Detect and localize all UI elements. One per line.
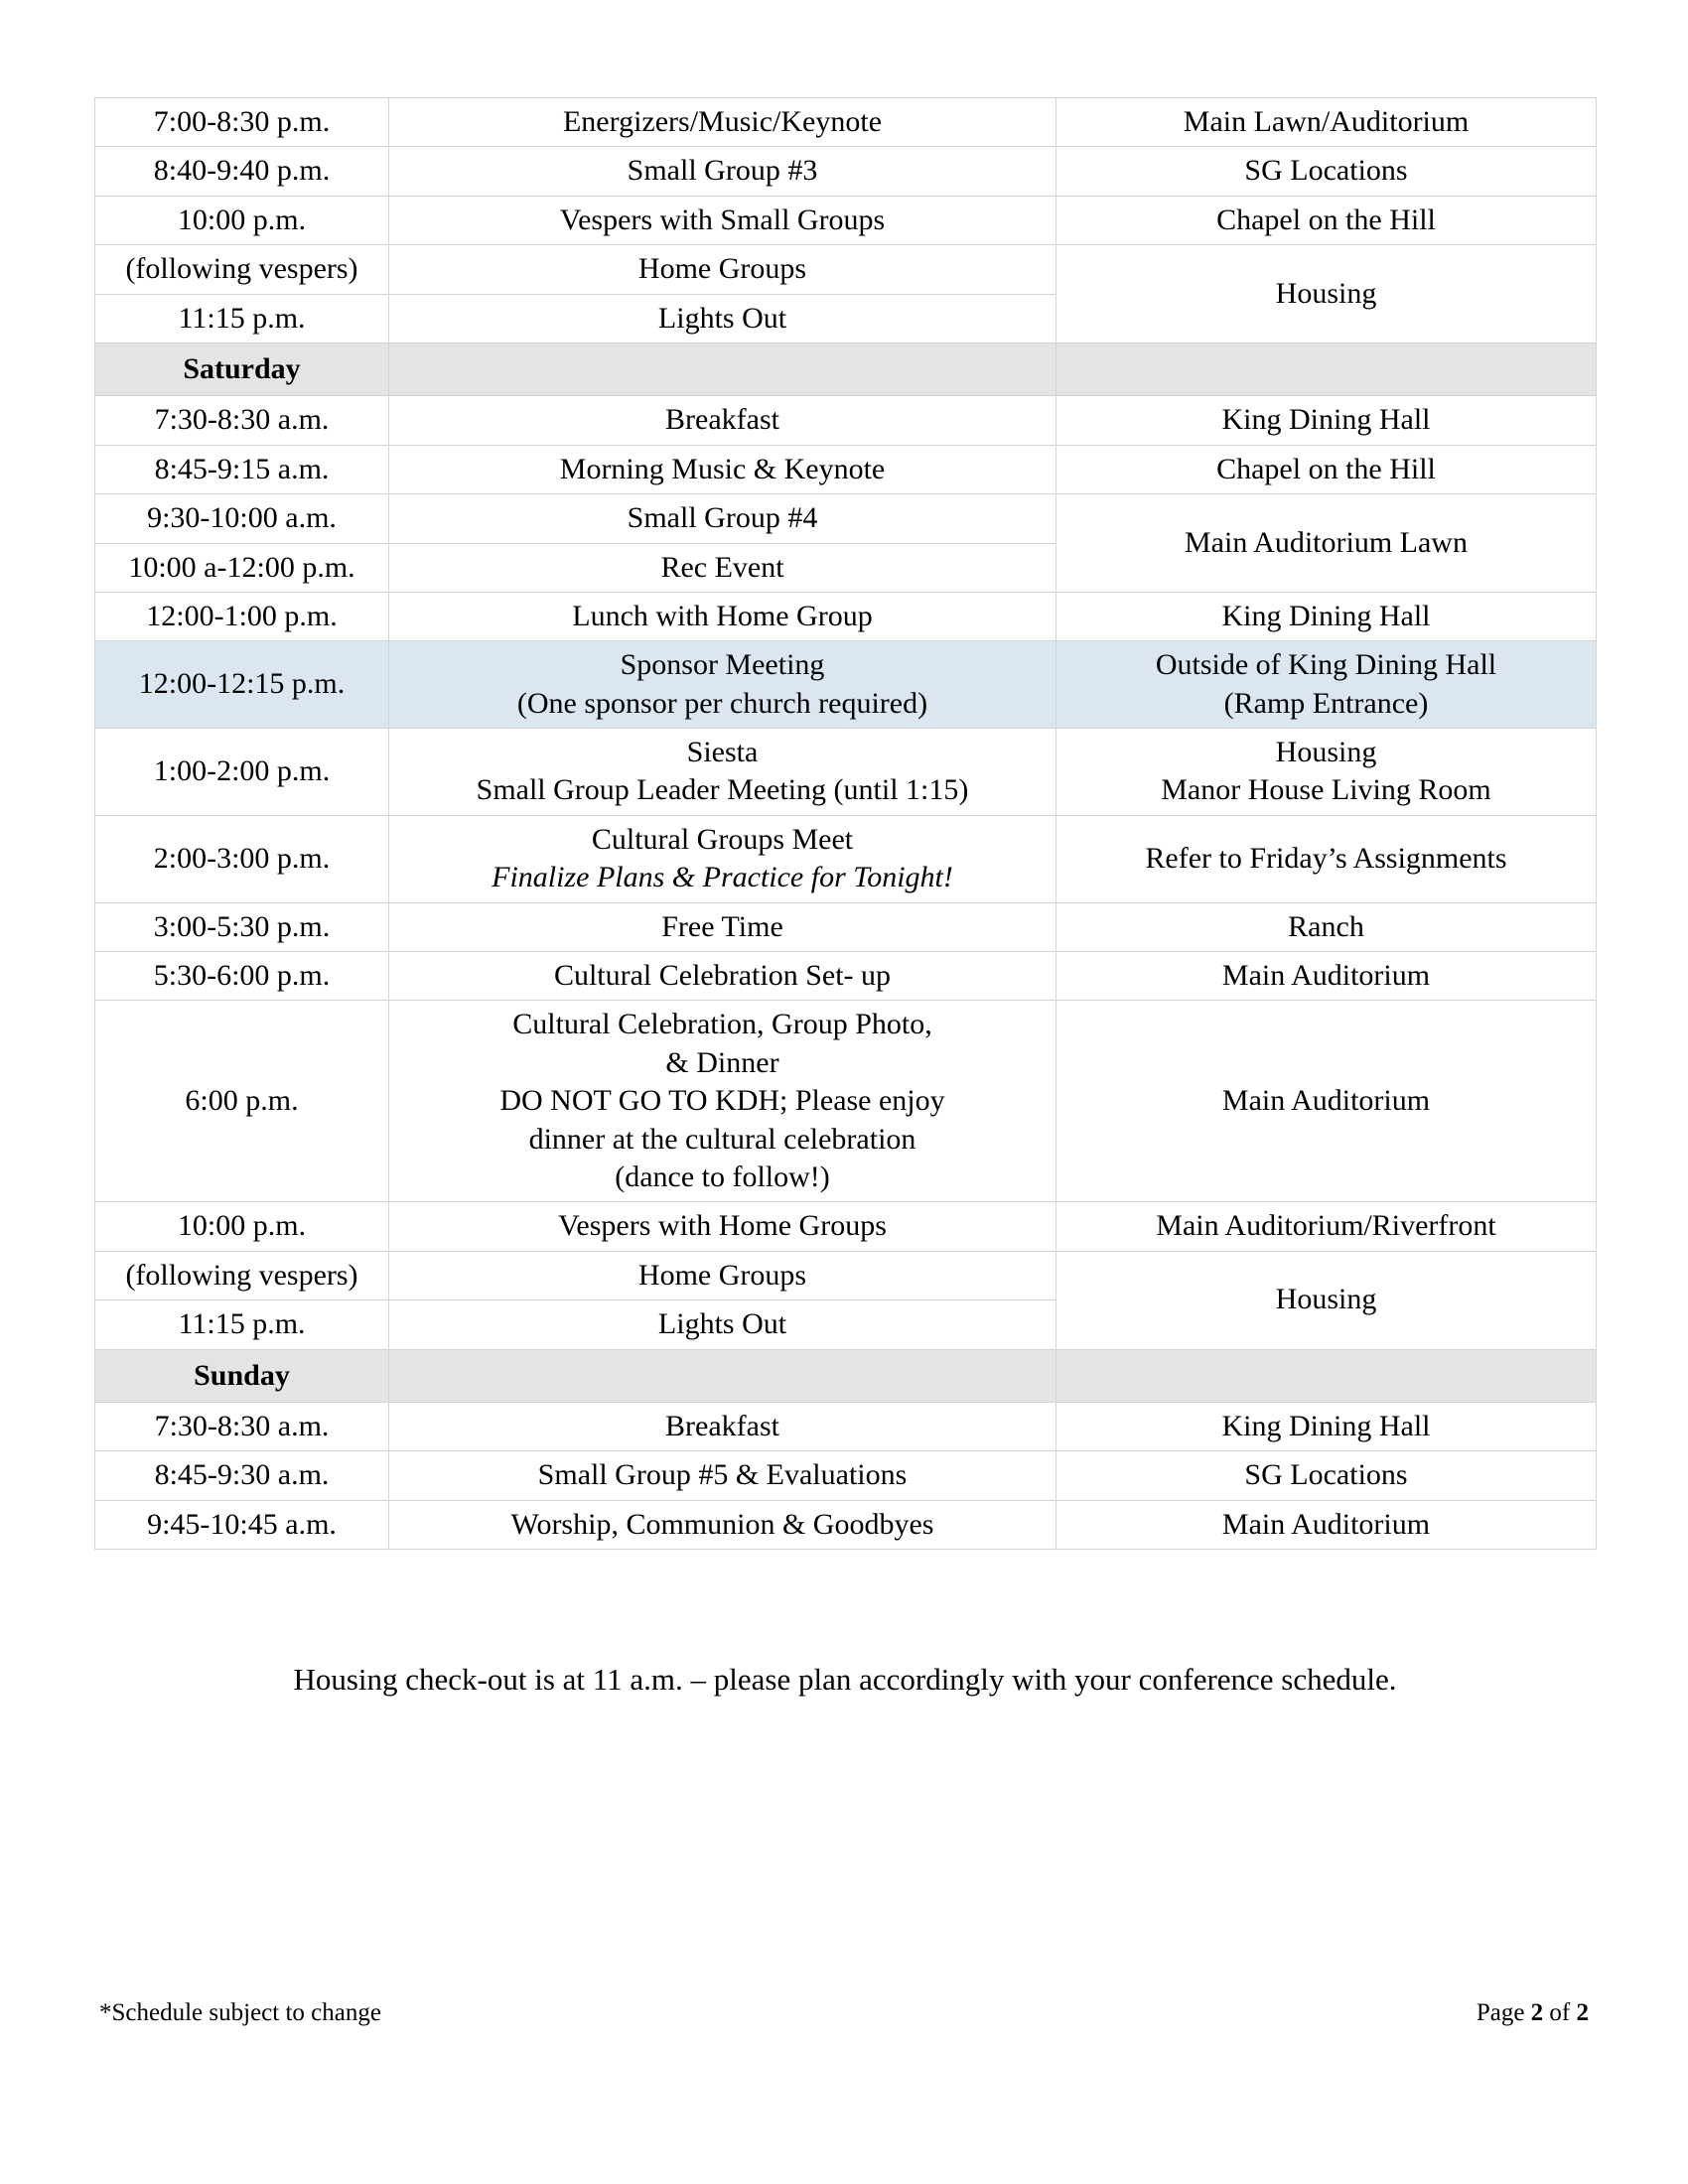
schedule-time-cell: 10:00 p.m. — [95, 1202, 389, 1251]
event-line: Sponsor Meeting — [620, 648, 825, 682]
schedule-row — [95, 98, 1597, 147]
schedule-time-cell: 11:15 p.m. — [95, 294, 389, 342]
footer-disclaimer: *Schedule subject to change — [99, 1999, 381, 2026]
page-number: Page 2 of 2 — [1476, 1999, 1589, 2026]
event-line: Siesta — [686, 736, 759, 769]
schedule-event-cell — [389, 1001, 1056, 1202]
schedule-event-cell: Morning Music & Keynote — [389, 445, 1056, 493]
schedule-location-cell: Housing — [1056, 245, 1597, 343]
schedule-event-cell: Worship, Communion & Goodbyes — [389, 1500, 1056, 1549]
schedule-time-cell: 12:00-1:00 p.m. — [95, 592, 389, 640]
schedule-table-container — [94, 97, 1596, 1550]
schedule-location-cell: Main Auditorium Lawn — [1056, 494, 1597, 593]
schedule-event-cell: Rec Event — [389, 543, 1056, 592]
day-header-event-empty — [389, 1349, 1056, 1402]
schedule-row — [95, 902, 1597, 951]
schedule-time-cell: 5:30-6:00 p.m. — [95, 952, 389, 1001]
schedule-event-cell — [389, 815, 1056, 902]
schedule-row — [95, 1251, 1597, 1299]
schedule-location-cell: Ranch — [1056, 902, 1597, 951]
schedule-row — [95, 1402, 1597, 1450]
schedule-event-cell: Small Group #4 — [389, 494, 1056, 543]
schedule-time-cell: 9:45-10:45 a.m. — [95, 1500, 389, 1549]
schedule-time-cell: 8:45-9:15 a.m. — [95, 445, 389, 493]
event-line: Cultural Celebration, Group Photo, — [512, 1008, 932, 1041]
schedule-time-cell: 8:45-9:30 a.m. — [95, 1451, 389, 1500]
schedule-event-cell: Vespers with Small Groups — [389, 196, 1056, 244]
schedule-time-cell: 10:00 p.m. — [95, 196, 389, 244]
schedule-row — [95, 396, 1597, 445]
schedule-location-cell: King Dining Hall — [1056, 592, 1597, 640]
event-line: & Dinner — [665, 1045, 779, 1079]
schedule-location-cell: Main Auditorium/Riverfront — [1056, 1202, 1597, 1251]
day-header-row — [95, 1349, 1597, 1402]
schedule-location-cell: Refer to Friday’s Assignments — [1056, 815, 1597, 902]
schedule-row — [95, 592, 1597, 640]
schedule-location-cell: Main Lawn/Auditorium — [1056, 98, 1597, 147]
location-line: Outside of King Dining Hall — [1155, 648, 1497, 682]
schedule-row — [95, 196, 1597, 244]
day-header-row — [95, 342, 1597, 395]
schedule-location-cell: Main Auditorium — [1056, 952, 1597, 1001]
schedule-event-cell: Vespers with Home Groups — [389, 1202, 1056, 1251]
event-lines — [395, 1006, 1050, 1196]
schedule-location-cell — [1056, 641, 1597, 729]
schedule-event-cell: Lights Out — [389, 294, 1056, 342]
schedule-location-cell: King Dining Hall — [1056, 1402, 1597, 1450]
schedule-time-cell: 6:00 p.m. — [95, 1001, 389, 1202]
schedule-row — [95, 147, 1597, 196]
day-header-event-empty — [389, 342, 1056, 395]
schedule-event-cell: Lunch with Home Group — [389, 592, 1056, 640]
schedule-event-cell: Breakfast — [389, 396, 1056, 445]
schedule-time-cell: 11:15 p.m. — [95, 1300, 389, 1349]
schedule-table-body — [95, 98, 1597, 1550]
schedule-row — [95, 641, 1597, 729]
location-line: Housing — [1275, 736, 1377, 769]
location-lines — [1062, 734, 1590, 810]
schedule-time-cell: 3:00-5:30 p.m. — [95, 902, 389, 951]
location-line: Manor House Living Room — [1161, 773, 1491, 807]
schedule-time-cell: 7:30-8:30 a.m. — [95, 396, 389, 445]
housing-checkout-note: Housing check-out is at 11 a.m. – please plan accordingly with your conference schedule. — [293, 1662, 1397, 1697]
day-header-label: Saturday — [95, 342, 389, 395]
schedule-location-cell: Chapel on the Hill — [1056, 445, 1597, 493]
day-header-location-empty — [1056, 342, 1597, 395]
schedule-time-cell: (following vespers) — [95, 1251, 389, 1299]
schedule-location-cell: Main Auditorium — [1056, 1500, 1597, 1549]
schedule-row — [95, 1001, 1597, 1202]
schedule-row — [95, 1500, 1597, 1549]
event-lines — [395, 646, 1050, 723]
schedule-event-cell: Lights Out — [389, 1300, 1056, 1349]
location-lines — [1062, 646, 1590, 723]
schedule-time-cell: 8:40-9:40 p.m. — [95, 147, 389, 196]
schedule-row — [95, 729, 1597, 816]
schedule-time-cell: 9:30-10:00 a.m. — [95, 494, 389, 543]
schedule-time-cell: 12:00-12:15 p.m. — [95, 641, 389, 729]
schedule-location-cell — [1056, 729, 1597, 816]
schedule-event-cell — [389, 641, 1056, 729]
event-lines — [395, 821, 1050, 897]
day-header-location-empty — [1056, 1349, 1597, 1402]
event-line: (One sponsor per church required) — [516, 686, 928, 720]
schedule-time-cell: 7:00-8:30 p.m. — [95, 98, 389, 147]
schedule-event-cell: Cultural Celebration Set- up — [389, 952, 1056, 1001]
schedule-event-cell: Breakfast — [389, 1402, 1056, 1450]
schedule-row — [95, 445, 1597, 493]
schedule-location-cell: SG Locations — [1056, 147, 1597, 196]
schedule-location-cell: Housing — [1056, 1251, 1597, 1349]
schedule-row — [95, 245, 1597, 294]
event-line: DO NOT GO TO KDH; Please enjoy — [499, 1084, 945, 1118]
event-line: Finalize Plans & Practice for Tonight! — [492, 861, 953, 894]
event-line: Cultural Groups Meet — [591, 822, 854, 856]
event-line: (dance to follow!) — [615, 1160, 830, 1193]
day-header-label: Sunday — [95, 1349, 389, 1402]
schedule-time-cell: (following vespers) — [95, 245, 389, 294]
event-lines — [395, 734, 1050, 810]
schedule-event-cell: Small Group #5 & Evaluations — [389, 1451, 1056, 1500]
schedule-event-cell: Energizers/Music/Keynote — [389, 98, 1056, 147]
schedule-location-cell: SG Locations — [1056, 1451, 1597, 1500]
schedule-event-cell: Home Groups — [389, 245, 1056, 294]
schedule-row — [95, 494, 1597, 543]
schedule-event-cell: Free Time — [389, 902, 1056, 951]
event-line: dinner at the cultural celebration — [528, 1122, 916, 1156]
event-line: Small Group Leader Meeting (until 1:15) — [476, 773, 969, 807]
location-line: (Ramp Entrance) — [1223, 686, 1429, 720]
schedule-time-cell: 7:30-8:30 a.m. — [95, 1402, 389, 1450]
schedule-row — [95, 952, 1597, 1001]
schedule-event-cell: Small Group #3 — [389, 147, 1056, 196]
schedule-event-cell — [389, 729, 1056, 816]
schedule-table — [94, 97, 1597, 1550]
schedule-event-cell: Home Groups — [389, 1251, 1056, 1299]
schedule-location-cell: Chapel on the Hill — [1056, 196, 1597, 244]
schedule-time-cell: 10:00 a-12:00 p.m. — [95, 543, 389, 592]
schedule-location-cell: Main Auditorium — [1056, 1001, 1597, 1202]
schedule-row — [95, 815, 1597, 902]
page-footer — [99, 1999, 1589, 2027]
schedule-time-cell: 2:00-3:00 p.m. — [95, 815, 389, 902]
schedule-location-cell: King Dining Hall — [1056, 396, 1597, 445]
schedule-row — [95, 1202, 1597, 1251]
schedule-row — [95, 1451, 1597, 1500]
schedule-time-cell: 1:00-2:00 p.m. — [95, 729, 389, 816]
